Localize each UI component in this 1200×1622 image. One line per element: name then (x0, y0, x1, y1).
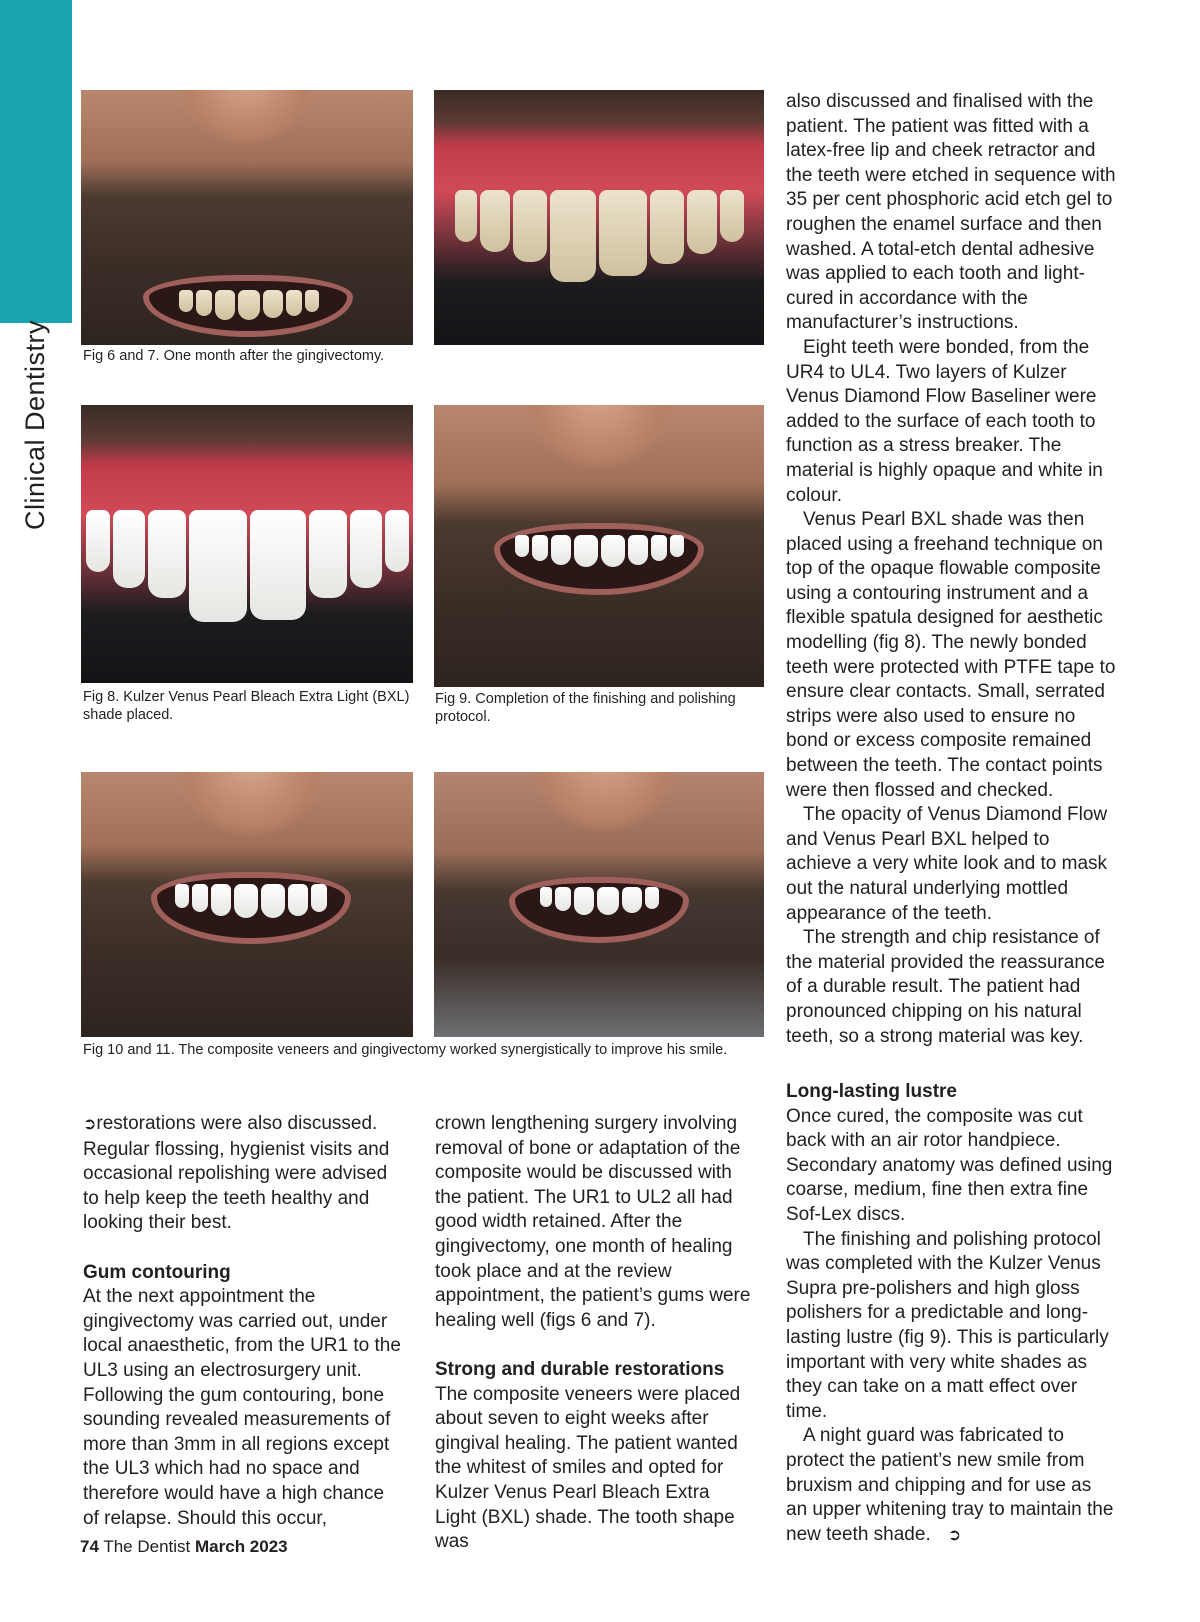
section-label: Clinical Dentistry (20, 319, 50, 530)
photo-fig10 (81, 772, 413, 1037)
body-column-3-lower (786, 1080, 1116, 1548)
photo-fig9 (434, 405, 764, 687)
continued-arrow-icon: ➲ (83, 1116, 97, 1133)
magazine-name: The Dentist (103, 1537, 191, 1556)
col3-paragraph-5: The strength and chip resistance of the material provided the reassurance of a durable result. The patient had pronounced chipping on his natural teeth, so a strong material was key. (786, 927, 1105, 1047)
issue-date: March 2023 (195, 1537, 288, 1556)
photo-fig11 (434, 772, 764, 1037)
caption-fig9: Fig 9. Completion of the finishing and polishing protocol. (435, 691, 736, 725)
caption-fig10-11: Fig 10 and 11. The composite veneers and gingivectomy worked synergistically to improve his smile. (83, 1042, 728, 1058)
col2-paragraph-1: crown lengthening surgery involving removal of bone or adaptation of the composite would be discussed with the patient. The UR1 to UL2 all had good width retained. After the gingivectomy, one month of healing took place and at the review appointment, the patient’s gums were healing well (figs 6 and 7). (435, 1113, 751, 1331)
body-column-1 (83, 1112, 403, 1531)
caption-fig8: Fig 8. Kulzer Venus Pearl Bleach Extra Light (BXL) shade placed. (83, 689, 410, 723)
col3-paragraph-3: Venus Pearl BXL shade was then placed using a freehand technique on top of the opaque flowable composite using a contouring instrument and a flexible spatula designed for aesthetic modelling (fig 8). The newly bonded teeth were protected with PTFE tape to ensure clear contacts. Small, serrated strips were also used to ensure no bond or excess composite remained between the teeth. The contact points were then flossed and checked. (786, 509, 1116, 801)
col3-paragraph-2: Eight teeth were bonded, from the UR4 to UL4. Two layers of Kulzer Venus Diamond Flow Baseliner were added to the surface of each tooth to function as a stress breaker. The material is highly opaque and white in colour. (786, 336, 1103, 506)
col3-paragraph-4: The opacity of Venus Diamond Flow and Venus Pearl BXL helped to achieve a very white look and to mask out the natural underlying mottled appearance of the teeth. (786, 804, 1108, 924)
col2-paragraph-2: The composite veneers were placed about seven to eight weeks after gingival healing. The patient wanted the whitest of smiles and opted for Kulzer Venus Pearl Bleach Extra Light (BXL) shade. The tooth shape was (435, 1383, 741, 1553)
col3-paragraph-1: also discussed and finalised with the patient. The patient was fitted with a latex-free lip and cheek retractor and the teeth were etched in sequence with 35 per cent phosphoric acid etch gel to roughen the enamel surface and then washed. A total-etch dental adhesive was applied to each tooth and light-cured in accordance with the manufacturer’s instructions. (786, 91, 1116, 334)
caption-fig6-7: Fig 6 and 7. One month after the gingivectomy. (83, 348, 385, 364)
page-number: 74 (80, 1537, 99, 1556)
heading-gum-contouring: Gum contouring (83, 1261, 231, 1283)
col3-paragraph-7: The finishing and polishing protocol was completed with the Kulzer Venus Supra pre-polishers and high gloss polishers for a predictable and long-lasting lustre (fig 9). This is particularly important with very white shades as they can take on a matt effect over time. (786, 1228, 1109, 1422)
heading-strong-durable: Strong and durable restorations (435, 1358, 725, 1380)
body-column-3 (786, 90, 1116, 1049)
photo-fig7 (434, 90, 764, 345)
page-footer (80, 1537, 288, 1557)
section-color-bar (0, 0, 72, 323)
col3-paragraph-8: A night guard was fabricated to protect the patient’s new smile from bruxism and chipping and for use as an upper whitening tray to maintain the new teeth shade. ➲ (786, 1424, 1116, 1548)
body-column-2 (435, 1112, 755, 1555)
photo-fig6 (81, 90, 413, 345)
col1-paragraph-2: At the next appointment the gingivectomy was carried out, under local anaesthetic, from the UR1 to the UL3 using an electrosurgery unit. Following the gum contouring, bone sounding revealed measurements of more than 3mm in all regions except the UL3 which had no space and therefore would have a high chance of relapse. Should this occur, (83, 1286, 401, 1529)
heading-long-lasting-lustre: Long-lasting lustre (786, 1081, 957, 1102)
end-arrow-icon: ➲ (947, 1526, 962, 1544)
col1-paragraph-1: ➲restorations were also discussed. Regular flossing, hygienist visits and occasional repolishing were advised to help keep the teeth healthy and looking their best. (83, 1113, 390, 1234)
photo-fig8 (81, 405, 413, 683)
col3-paragraph-6: Once cured, the composite was cut back with an air rotor handpiece. Secondary anatomy was defined using coarse, medium, fine then extra fine Sof-Lex discs. (786, 1105, 1113, 1225)
